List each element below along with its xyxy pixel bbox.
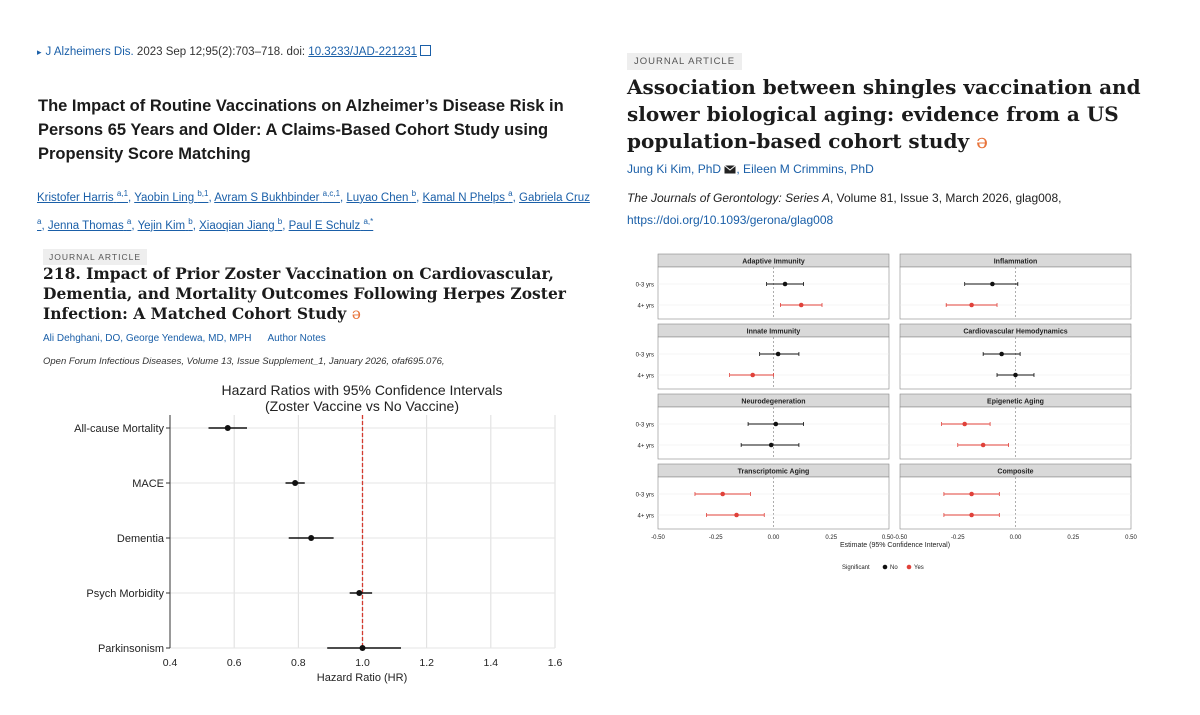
facet-title: Epigenetic Aging [987, 398, 1044, 406]
legend-marker-no [883, 565, 888, 570]
chart-legend [842, 565, 924, 571]
article-title: The Impact of Routine Vaccinations on Alzheimer’s Disease Risk in Persons 65 Years and Older: A Claims-Based Cohort Study using Propensity Score Matching [38, 97, 564, 163]
chart-grid [170, 415, 555, 648]
x-tick-label: 0.50 [1125, 535, 1137, 541]
x-tick-label: 0.50-0.50 [881, 535, 908, 541]
point-estimate [774, 422, 779, 427]
x-tick-label: 0.00 [767, 535, 780, 541]
point-estimate [981, 443, 986, 448]
author-1[interactable]: Jung Ki Kim, PhD [627, 162, 722, 176]
article-title-text-c: Association between shingles vaccination and slower biological aging: evidence from a US population-based cohort study [627, 75, 1141, 153]
journal-link[interactable]: J Alzheimers Dis. [45, 46, 134, 58]
legend-marker-yes [907, 565, 912, 570]
facet-panel [900, 254, 1131, 319]
point-estimate [969, 513, 974, 518]
affiliation-sup[interactable]: a [37, 216, 42, 226]
facet-panel [636, 254, 889, 319]
facet-x-axis [651, 535, 1137, 549]
y-tick-label: Parkinsonism [97, 643, 164, 655]
x-tick-label: 0.4 [162, 657, 178, 669]
author-link[interactable]: Kamal N Phelps $^a$ [422, 189, 513, 204]
affiliation-sup[interactable]: a [126, 216, 132, 226]
facet-panel [636, 324, 889, 389]
facet-title: Cardiovascular Hemodynamics [963, 328, 1068, 336]
journal-detail: , Volume 13, Issue Supplement_1, January 2026, ofaf695.076, [181, 356, 445, 367]
point-estimate [969, 303, 974, 308]
journal-article-badge: JOURNAL ARTICLE [43, 249, 147, 265]
journal-citation-c [627, 191, 1061, 205]
author-link[interactable]: Yaobin Ling $^{b,1}$ [134, 189, 209, 204]
author-2[interactable]: , Eileen M Crimmins, PhD [736, 162, 874, 176]
x-tick-label: -0.25 [708, 535, 723, 541]
pubmed-citation [37, 44, 431, 58]
journal-citation [43, 356, 445, 367]
point-estimate [308, 535, 314, 541]
affiliation-sup[interactable]: a,c,1 [322, 189, 341, 198]
affiliation-sup[interactable]: b [188, 216, 193, 226]
facet-panel [636, 394, 889, 459]
x-tick-label: 1.6 [547, 657, 563, 669]
y-tick-label: Dementia [116, 533, 164, 545]
point-estimate [1013, 373, 1018, 378]
article-title-shingles [627, 74, 1187, 155]
facet-title: Composite [997, 468, 1034, 476]
x-tick-label: 0.25 [1067, 535, 1080, 541]
x-axis-labels [163, 657, 563, 669]
affiliation-sup[interactable]: a,1 [116, 189, 129, 198]
facet-title: Inflammation [993, 258, 1038, 266]
facet-title: Adaptive Immunity [742, 258, 805, 266]
author-link[interactable]: Gabriela Cruz $^a$ [37, 191, 590, 226]
facet-panels [636, 254, 1131, 529]
x-tick-label: 1.4 [483, 657, 499, 669]
x-tick-label: 0.25 [825, 535, 838, 541]
point-estimate [734, 513, 739, 518]
expand-triangle-icon[interactable]: ▸ [37, 47, 42, 57]
x-tick-label: 1.2 [419, 657, 434, 669]
chart-subtitle: (Zoster Vaccine vs No Vaccine) [265, 398, 459, 414]
journal-name-c: The Journals of Gerontology: Series A [627, 191, 830, 205]
external-link-icon[interactable] [420, 45, 431, 56]
journal-detail-c: , Volume 81, Issue 3, March 2026, glag008, [830, 191, 1062, 205]
row-label: 4+ yrs [637, 443, 654, 450]
author-link[interactable]: Luyao Chen $^b$ [346, 189, 417, 204]
author-link[interactable]: Yejin Kim $^b$ [137, 216, 193, 232]
facet-panel [900, 464, 1131, 529]
row-label: 0-3 yrs [635, 492, 654, 499]
point-estimate [292, 480, 298, 486]
point-estimate [799, 303, 804, 308]
facet-panel [900, 394, 1131, 459]
author-link[interactable]: Kristofer Harris $^{a,1}$ [37, 189, 129, 204]
legend-entry: Yes [914, 565, 924, 571]
chart-title: Hazard Ratios with 95% Confidence Intervals [221, 382, 503, 398]
x-tick-label: 0.6 [226, 657, 242, 669]
facet-panel [900, 324, 1131, 389]
citation-detail: 2023 Sep 12;95(2):703–718. doi: [136, 46, 306, 58]
point-estimate [720, 492, 725, 497]
open-access-icon-c: ə [976, 129, 988, 153]
point-estimate [962, 422, 967, 427]
author-notes-link[interactable]: Author Notes [267, 333, 326, 344]
x-tick-label: 0.8 [291, 657, 306, 669]
point-estimate [750, 373, 755, 378]
x-axis-title: Estimate (95% Confidence Interval) [839, 542, 951, 549]
author-line-c [627, 162, 874, 176]
doi-link-c[interactable]: https://doi.org/10.1093/gerona/glag008 [627, 213, 834, 227]
x-tick-label: 0.00 [1009, 535, 1022, 541]
article-title-zoster [43, 264, 603, 324]
point-estimate [356, 590, 362, 596]
author-link[interactable]: Jenna Thomas $^a$ [47, 216, 132, 232]
facet-title: Transcriptomic Aging [737, 468, 810, 476]
row-label: 4+ yrs [637, 373, 654, 380]
x-axis-title: Hazard Ratio (HR) [316, 672, 408, 684]
legend-title: Significant [842, 565, 870, 571]
y-tick-label: MACE [132, 478, 164, 490]
facet-panel [636, 464, 889, 529]
row-label: 0-3 yrs [635, 352, 654, 359]
row-label: 4+ yrs [637, 303, 654, 310]
affiliation-sup[interactable]: b [277, 216, 283, 226]
author-link[interactable]: Avram S Bukhbinder $^{a,c,1}$ [214, 189, 341, 204]
point-estimate [990, 282, 995, 287]
affiliation-sup[interactable]: a,* [363, 216, 374, 226]
hazard-ratio-forest-plot [0, 370, 600, 715]
affiliation-sup[interactable]: b [411, 189, 417, 198]
author-link[interactable]: Paul E Schulz $^{a,*}$ [288, 216, 374, 232]
y-tick-label: All-cause Mortality [74, 423, 164, 435]
facet-title: Innate Immunity [746, 328, 801, 336]
author-list: Kristofer Harris $^{a,1}$, Yaobin Ling $^{b,1}$, Avram S Bukhbinder $^{a,c,1}$, Luyao Chen $^b$, Kamal N Phelps $^a$, Gabriela Cruz $^a$, Jenna Thomas $^a$, Yejin Kim $^b$, Xiaoqian Jiang $^b$, Paul E Schulz $^{a,*}$ [37, 189, 590, 232]
facet-title: Neurodegeneration [741, 398, 806, 406]
author-link[interactable]: Xiaoqian Jiang $^b$ [199, 216, 283, 232]
article-title-text: 218. Impact of Prior Zoster Vaccination on Cardiovascular, Dementia, and Mortality Outcomes Following Herpes Zoster Infection: A Matched Cohort Study [43, 264, 566, 323]
affiliation-sup[interactable]: a [508, 189, 513, 198]
affiliation-sup[interactable]: b,1 [197, 189, 209, 198]
x-tick-label: -0.25 [950, 535, 965, 541]
point-estimate [360, 645, 366, 651]
legend-entry: No [890, 565, 898, 571]
author-names[interactable]: Ali Dehghani, DO, George Yendewa, MD, MPH [43, 333, 252, 344]
row-label: 0-3 yrs [635, 422, 654, 429]
open-access-icon: ə [351, 305, 361, 323]
author-line [43, 333, 326, 344]
point-estimate [999, 352, 1004, 357]
doi-link[interactable]: 10.3233/JAD-221231 [308, 46, 417, 58]
point-estimate [769, 443, 774, 448]
envelope-icon[interactable] [724, 165, 736, 174]
journal-name: Open Forum Infectious Diseases [43, 356, 182, 367]
biological-aging-facet-plot [610, 252, 1200, 582]
x-tick-label: 1.0 [355, 657, 370, 669]
point-estimate [969, 492, 974, 497]
point-estimate [783, 282, 788, 287]
x-tick-label: -0.50 [651, 535, 665, 541]
point-estimate [225, 425, 231, 431]
y-tick-label: Psych Morbidity [86, 588, 164, 600]
point-estimate [776, 352, 781, 357]
row-label: 4+ yrs [637, 513, 654, 520]
journal-article-badge-c: JOURNAL ARTICLE [627, 53, 742, 70]
row-label: 0-3 yrs [635, 282, 654, 289]
y-axis-labels [74, 423, 170, 655]
